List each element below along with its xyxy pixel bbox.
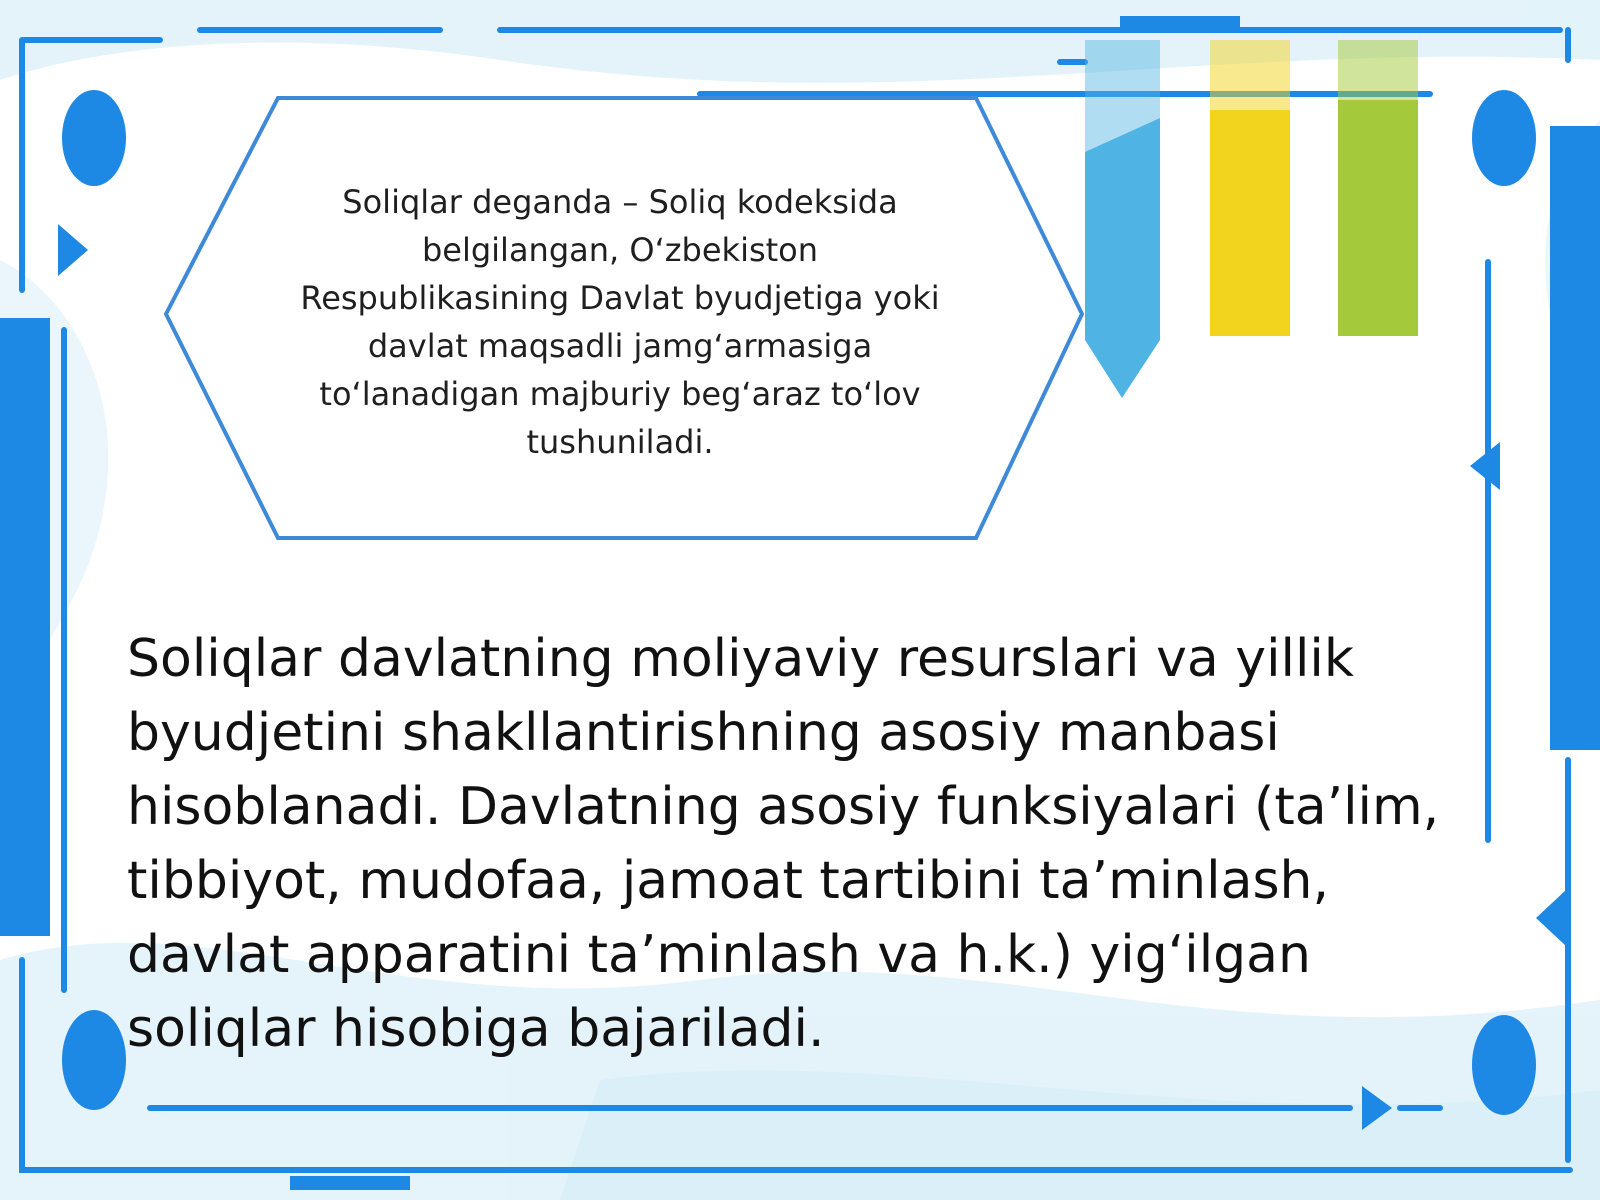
ribbon-yellow bbox=[1210, 110, 1290, 336]
oval-bottom-left bbox=[62, 1010, 126, 1110]
triangle-right-lower bbox=[1536, 890, 1566, 946]
oval-bottom-right bbox=[1472, 1015, 1536, 1115]
ribbon-blue-stem bbox=[1085, 40, 1160, 152]
body-paragraph: Soliqlar davlatning moliyaviy resurslari va yillik byudjetini shakllantirishning asosiy manbasi hisoblanadi. Davlatning asosiy funksiyalari (ta’lim, tibbiyot, mudofaa, jamoat tartibini ta’minlash, davlat apparatini ta’minlash va h.k.) yig‘ilgan soliqlar hisobiga bajariladi. bbox=[127, 629, 1440, 1059]
top-bar-accent bbox=[1120, 16, 1240, 28]
left-side-bar bbox=[0, 318, 50, 936]
right-side-bar bbox=[1550, 126, 1600, 750]
triangle-left bbox=[58, 224, 88, 276]
oval-top-left bbox=[62, 90, 126, 186]
ribbon-blue bbox=[1085, 118, 1160, 398]
bottom-bar-accent bbox=[290, 1176, 410, 1190]
oval-top-right bbox=[1472, 90, 1536, 186]
definition-text: Soliqlar deganda – Soliq kodeksida belgilangan, O‘zbekiston Respublikasining Davlat byudjetiga yoki davlat maqsadli jamg‘armasiga to‘lanadigan majburiy beg‘araz to‘lov tushuniladi. bbox=[300, 183, 940, 461]
ribbon-green bbox=[1338, 100, 1418, 336]
